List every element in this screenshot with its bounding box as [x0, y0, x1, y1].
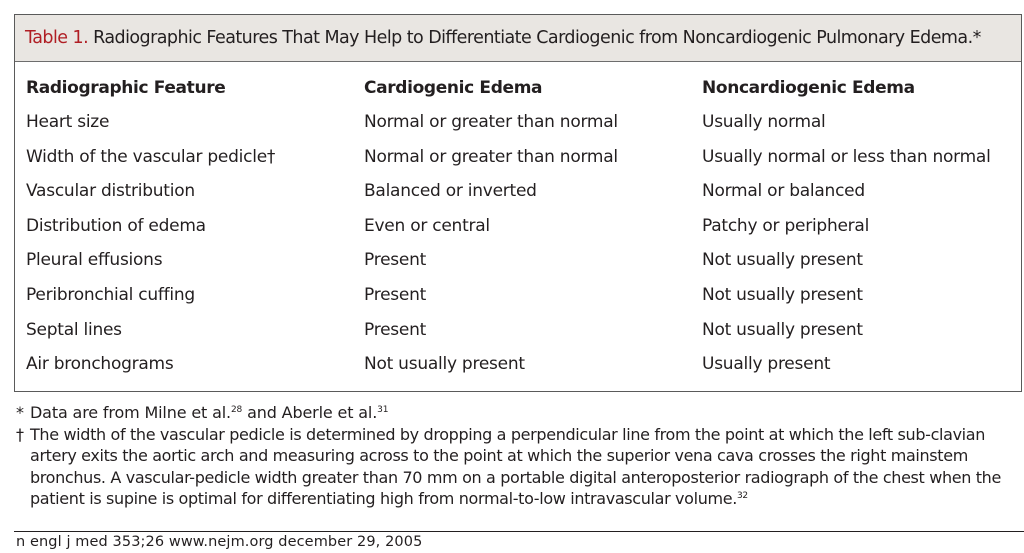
table-caption	[15, 15, 1021, 62]
table-cell: Patchy or peripheral	[702, 215, 870, 236]
table-cell: Not usually present	[364, 354, 525, 375]
table-cell: Usually normal	[702, 112, 826, 132]
table-cell: Usually normal or less than normal	[702, 146, 991, 167]
table-cell: Not usually present	[702, 319, 863, 340]
table-cell: Not usually present	[702, 250, 863, 271]
table-cell: Air bronchograms	[26, 354, 174, 375]
table-cell: Even or central	[364, 215, 490, 236]
footnote-text-part: and Aberle et al.	[242, 403, 378, 422]
footnote-vascular-pedicle	[16, 424, 1016, 510]
column-header-noncardiogenic: Noncardiogenic Edema	[702, 78, 915, 98]
table-cell: Width of the vascular pedicle†	[26, 146, 276, 167]
table-row	[15, 354, 1021, 389]
table-row	[15, 320, 1021, 355]
footnote-text	[30, 402, 1016, 424]
table-cell: Present	[364, 319, 427, 340]
table-row	[15, 112, 1021, 147]
table-column-headers	[15, 78, 1021, 100]
reference-superscript: 31	[377, 405, 389, 415]
table-cell: Usually present	[702, 354, 831, 375]
table-row	[15, 285, 1021, 320]
table-row	[15, 250, 1021, 285]
footnote-text-part: The width of the vascular pedicle is determined by dropping a perpendicular line from the point at which the left sub-clavian artery exits the aortic arch and measuring across to the point at which the superior vena cava crosses the right mainstem bronchus. A vascular-pedicle width greater than 70 mm on a portable digital anteroposterior radiograph of the chest when the patient is supine is optimal for differentiating high from normal-to-low intravascular volume.	[30, 424, 1001, 508]
journal-citation: n engl j med 353;26 www.nejm.org december 29, 2005	[16, 534, 423, 550]
table-cell: Normal or greater than normal	[364, 112, 618, 132]
table-cell: Present	[364, 250, 427, 271]
column-header-cardiogenic: Cardiogenic Edema	[364, 78, 543, 98]
footnote-text	[30, 424, 1016, 510]
footer-divider	[14, 531, 1024, 532]
table-row	[15, 216, 1021, 251]
table-row	[15, 181, 1021, 216]
reference-superscript: 28	[230, 405, 243, 415]
table-body	[15, 112, 1021, 389]
table-footnotes	[16, 402, 1016, 510]
table-cell: Not usually present	[702, 284, 863, 305]
table-cell: Distribution of edema	[26, 215, 206, 236]
table-cell: Septal lines	[26, 319, 122, 340]
footnote-text-part: Data are from Milne et al.	[30, 403, 231, 422]
table-cell: Vascular distribution	[26, 181, 195, 202]
footnote-asterisk-mark: *	[16, 403, 24, 422]
table-cell: Normal or greater than normal	[364, 146, 618, 167]
table-cell: Normal or balanced	[702, 181, 865, 202]
table-row	[15, 147, 1021, 182]
footnote-dagger-mark: †	[16, 424, 24, 444]
table-cell: Balanced or inverted	[364, 181, 537, 202]
table-label: Table 1.	[25, 28, 89, 48]
reference-superscript: 32	[736, 491, 748, 501]
table-cell: Heart size	[26, 112, 110, 132]
data-table	[14, 14, 1022, 392]
table-cell: Pleural effusions	[26, 250, 163, 271]
table-cell: Present	[364, 284, 427, 305]
footnote-data-sources	[16, 402, 1016, 424]
table-cell: Peribronchial cuffing	[26, 284, 195, 305]
column-header-feature: Radiographic Feature	[26, 78, 226, 98]
table-title: Radiographic Features That May Help to Differentiate Cardiogenic from Noncardiogenic Pulmonary Edema.*	[93, 28, 981, 48]
